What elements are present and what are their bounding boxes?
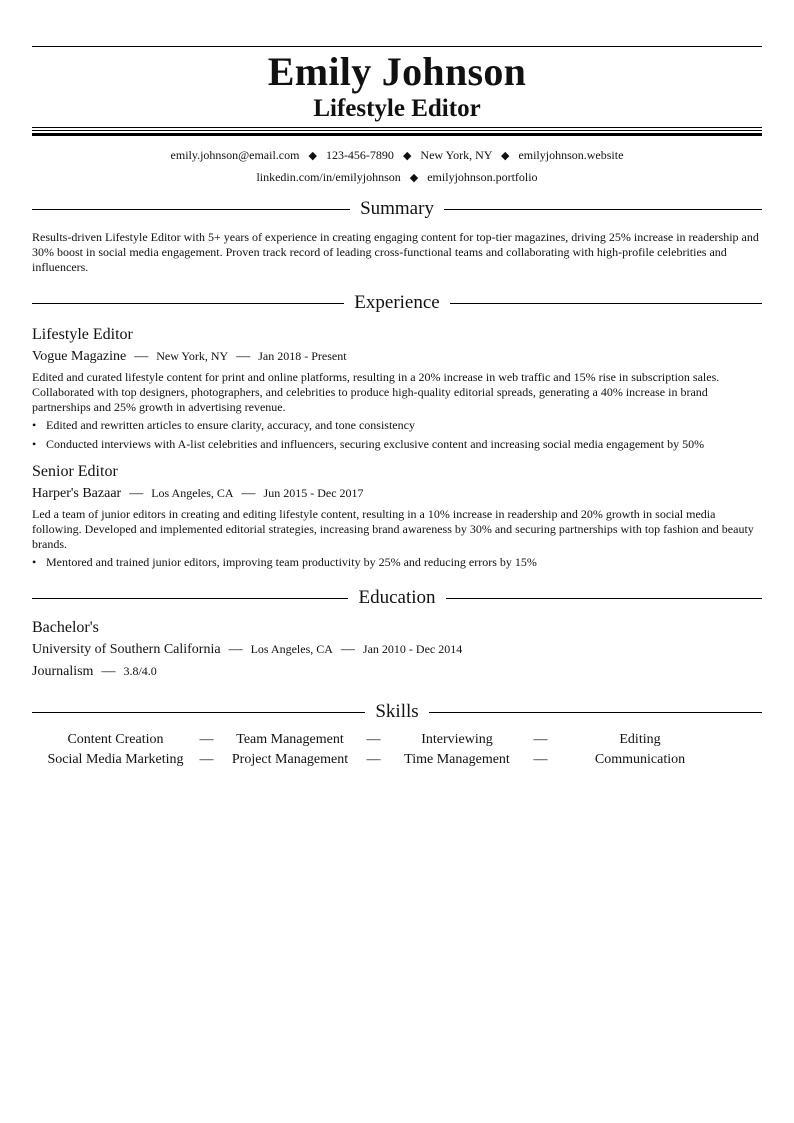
experience-entry bbox=[32, 325, 762, 452]
heading-rule-right bbox=[450, 303, 762, 304]
job-dates: Jan 2018 - Present bbox=[258, 349, 347, 363]
contact-portfolio[interactable]: emilyjohnson.portfolio bbox=[427, 170, 538, 184]
heading-rule-left bbox=[32, 303, 344, 304]
heading-rule-left bbox=[32, 209, 350, 210]
job-meta: Vogue Magazine — New York, NY — Jan 2018 - Present bbox=[32, 349, 347, 364]
school-location: Los Angeles, CA bbox=[250, 642, 333, 656]
contact-email[interactable]: emily.johnson@email.com bbox=[170, 148, 300, 162]
job-description: Edited and curated lifestyle content for print and online platforms, resulting in a 20% increase in web traffic and 15% rise in subscription sales. Collaborated with top designers, photographers, and celebrities to produce high-quality editorial spreads, generating a 40% increase in brand partnerships and 25% growth in advertising revenue. bbox=[32, 370, 720, 414]
skill-item: Time Management bbox=[404, 752, 510, 767]
job-title: Senior Editor bbox=[32, 463, 118, 480]
experience-heading: Experience bbox=[354, 292, 440, 313]
heading-rule-left bbox=[32, 598, 348, 599]
job-bullets bbox=[32, 418, 762, 452]
school: University of Southern California bbox=[32, 642, 221, 657]
degree: Bachelor's bbox=[32, 619, 99, 636]
list-item: • Mentored and trained junior editors, improving team productivity by 25% and reducing errors by 15% bbox=[32, 555, 537, 569]
gpa: 3.8/4.0 bbox=[123, 664, 157, 678]
contact-website[interactable]: emilyjohnson.website bbox=[518, 148, 624, 162]
skills-heading: Skills bbox=[375, 701, 419, 722]
job-location: New York, NY bbox=[156, 349, 229, 363]
diamond-separator-icon: ◆ bbox=[402, 150, 412, 162]
diamond-separator-icon: ◆ bbox=[409, 172, 419, 184]
bullet-icon: • bbox=[32, 437, 37, 451]
diamond-separator-icon: ◆ bbox=[500, 150, 510, 162]
skill-item: Team Management bbox=[236, 732, 344, 747]
contact-line-1 bbox=[32, 145, 762, 167]
skill-separator: — bbox=[199, 752, 214, 767]
heading-rule-right bbox=[429, 712, 762, 713]
skills-section-heading bbox=[32, 700, 762, 724]
skill-item: Content Creation bbox=[67, 732, 164, 747]
job-company: Harper's Bazaar bbox=[32, 486, 122, 501]
education-heading: Education bbox=[358, 587, 436, 608]
job-bullets bbox=[32, 555, 762, 570]
contact-location: New York, NY bbox=[420, 148, 492, 162]
skill-separator: — bbox=[199, 732, 214, 747]
skills-grid bbox=[32, 732, 762, 768]
bullet-icon: • bbox=[32, 418, 37, 432]
diamond-separator-icon: ◆ bbox=[308, 150, 317, 162]
contact-line-2 bbox=[32, 167, 762, 189]
education-meta: University of Southern California — Los Angeles, CA — Jan 2010 - Dec 2014 bbox=[32, 642, 463, 657]
education-dates: Jan 2010 - Dec 2014 bbox=[362, 642, 463, 656]
experience-section-heading bbox=[32, 291, 762, 315]
heading-rule-left bbox=[32, 712, 365, 713]
heading-rule-right bbox=[446, 598, 762, 599]
candidate-name: Emily Johnson bbox=[267, 49, 527, 94]
education-section-heading bbox=[32, 586, 762, 610]
education-entry bbox=[32, 618, 762, 682]
experience-entry bbox=[32, 462, 762, 570]
summary-text: Results-driven Lifestyle Editor with 5+ years of experience in creating engaging content for top-tier magazines, driving 25% increase in readership and 30% boost in social media engagement. Proven track record of leading cross-functional teams and collaborating with high-profile celebrities and influencers. bbox=[32, 230, 759, 274]
resume-page bbox=[32, 46, 762, 768]
skill-separator: — bbox=[366, 752, 381, 767]
candidate-title: Lifestyle Editor bbox=[313, 95, 481, 122]
skill-separator: — bbox=[533, 752, 548, 767]
summary-heading: Summary bbox=[360, 198, 434, 219]
list-item: • Conducted interviews with A-list celebrities and influencers, securing exclusive content and increasing social media engagement by 50% bbox=[32, 437, 705, 451]
skill-item: Social Media Marketing bbox=[47, 752, 184, 767]
contact-info bbox=[32, 145, 762, 189]
skill-separator: — bbox=[533, 732, 548, 747]
skill-item: Project Management bbox=[231, 752, 349, 767]
job-dates: Jun 2015 - Dec 2017 bbox=[263, 486, 364, 500]
summary-section-heading bbox=[32, 197, 762, 221]
skill-item: Editing bbox=[619, 732, 661, 747]
job-location: Los Angeles, CA bbox=[151, 486, 234, 500]
list-item: • Edited and rewritten articles to ensure clarity, accuracy, and tone consistency bbox=[32, 418, 415, 432]
job-company: Vogue Magazine bbox=[32, 349, 127, 364]
header-bottom-rule bbox=[32, 127, 762, 136]
skill-item: Communication bbox=[594, 752, 686, 767]
skill-item: Interviewing bbox=[421, 732, 493, 747]
job-title: Lifestyle Editor bbox=[32, 326, 133, 343]
job-meta: Harper's Bazaar — Los Angeles, CA — Jun 2015 - Dec 2017 bbox=[32, 486, 364, 501]
header-top-rule bbox=[32, 46, 762, 47]
major-line: Journalism — 3.8/4.0 bbox=[32, 664, 157, 679]
heading-rule-right bbox=[444, 209, 762, 210]
job-description: Led a team of junior editors in creating and editing lifestyle content, resulting in a 10% increase in readership and 20% growth in social media following. Developed and implemented editorial strategies, increasing brand awareness by 30% and securing partnerships with top fashion and beauty brands. bbox=[32, 507, 754, 551]
contact-phone[interactable]: 123-456-7890 bbox=[325, 148, 394, 162]
bullet-icon: • bbox=[32, 555, 37, 569]
skill-separator: — bbox=[366, 732, 381, 747]
contact-linkedin[interactable]: linkedin.com/in/emilyjohnson bbox=[256, 170, 401, 184]
major: Journalism bbox=[32, 664, 94, 679]
